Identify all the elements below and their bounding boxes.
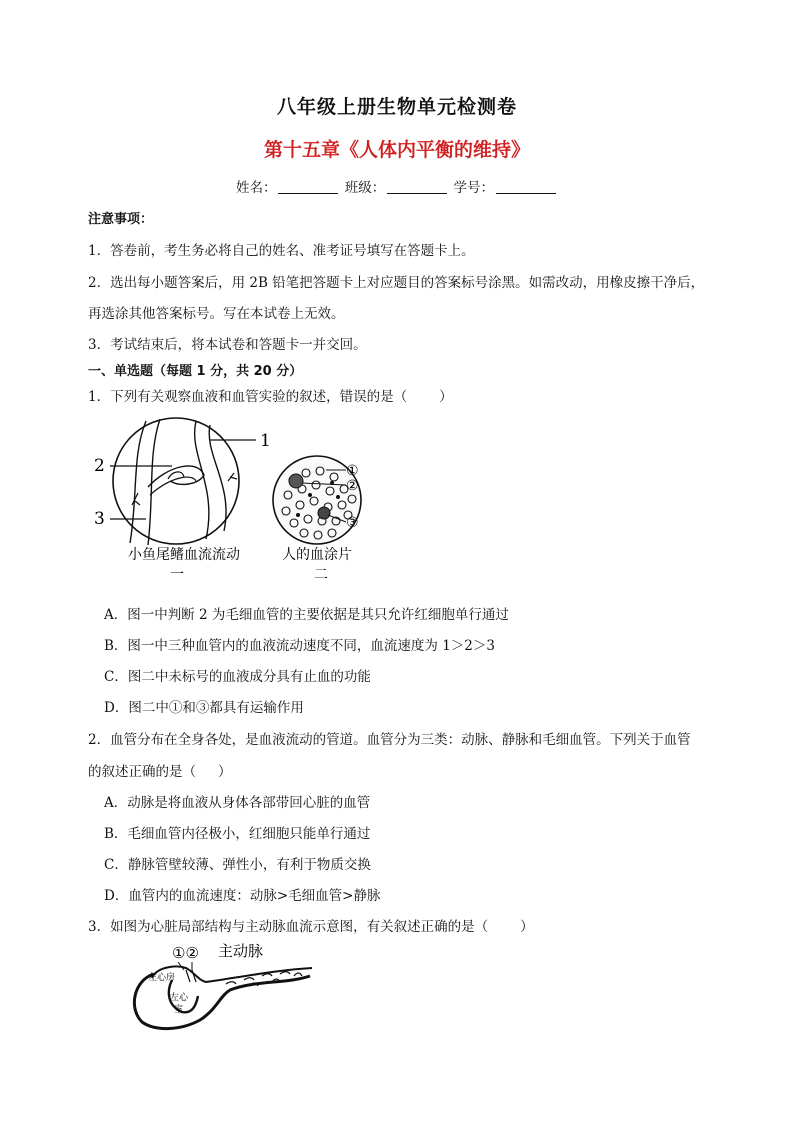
fig3-left-ventricle-2: 室 — [174, 1005, 184, 1015]
q2-option-c[interactable]: C．静脉管壁较薄、弹性小，有利于物质交换 — [104, 857, 371, 873]
exam-title: 八年级上册生物单元检测卷 — [276, 96, 517, 118]
fig3-aorta-label: 主动脉 — [218, 942, 264, 960]
q1-option-b[interactable]: B．图一中三种血管内的血液流动速度不同，血流速度为 1＞2＞3 — [104, 638, 495, 654]
fig3-left-ventricle: 左心 — [170, 993, 189, 1003]
section-heading: 一、单选题（每题 1 分，共 20 分） — [88, 364, 303, 379]
blood-smear-diagram — [273, 456, 361, 583]
question-2-stem: 2．血管分布在全身各处，是血液流动的管道。血管分为三类：动脉、静脉和毛细血管。下列关于血管 — [88, 732, 691, 748]
heart-aorta-diagram — [126, 940, 326, 1035]
notice-heading: 注意事项： — [88, 212, 154, 227]
class-label: 班级： — [344, 180, 386, 196]
notice-item: 3．考试结束后，将本试卷和答题卡一并交回。 — [88, 337, 367, 353]
q1-figure — [88, 415, 378, 587]
fig2-label-1: ① — [346, 463, 359, 479]
notice-item: 2．选出每小题答案后，用 2B 铅笔把答题卡上对应题目的答案标号涂黑。如需改动，用橡皮擦干净后， — [88, 275, 705, 291]
notice-item: 1．答卷前，考生务必将自己的姓名、准考证号填写在答题卡上。 — [88, 243, 475, 259]
question-2-stem-cont: 的叙述正确的是（ ） — [88, 764, 232, 780]
class-blank[interactable] — [387, 181, 447, 194]
question-3-stem: 3．如图为心脏局部结构与主动脉血流示意图，有关叙述正确的是（ ） — [88, 919, 534, 935]
notice-item: 再选涂其他答案标号。写在本试卷上无效。 — [88, 306, 345, 322]
fig2-label-2: ② — [346, 478, 359, 494]
name-blank[interactable] — [278, 181, 338, 194]
chapter-title: 第十五章《人体内平衡的维持》 — [263, 139, 530, 161]
fig2-sub: 二 — [314, 567, 328, 583]
q1-option-d[interactable]: D．图二中①和③都具有运输作用 — [104, 700, 304, 716]
fig2-label-3: ③ — [346, 515, 359, 531]
fig1-sub: 一 — [170, 567, 184, 583]
fig1-caption: 小鱼尾鳍血流流动 — [128, 547, 240, 563]
fish-tail-diagram — [94, 418, 271, 583]
question-1-stem: 1．下列有关观察血液和血管实验的叙述，错误的是（ ） — [88, 389, 453, 405]
id-label: 学号： — [453, 180, 495, 196]
q2-option-d[interactable]: D．血管内的血流速度：动脉>毛细血管>静脉 — [104, 888, 381, 904]
fig3-num-labels: ①② — [172, 944, 199, 962]
fig2-caption: 人的血涂片 — [282, 547, 352, 563]
name-label: 姓名： — [235, 180, 277, 196]
fig3-left-atrium: 左心房 — [148, 973, 176, 983]
q2-option-b[interactable]: B．毛细血管内径极小，红细胞只能单行通过 — [104, 826, 371, 842]
student-info-line — [0, 176, 794, 196]
q1-option-c[interactable]: C．图二中未标号的血液成分具有止血的功能 — [104, 669, 371, 685]
q2-option-a[interactable]: A．动脉是将血液从身体各部带回心脏的血管 — [104, 795, 371, 811]
id-blank[interactable] — [496, 181, 556, 194]
fig1-label-2: 2 — [94, 456, 105, 476]
q1-option-a[interactable]: A．图一中判断 2 为毛细血管的主要依据是其只允许红细胞单行通过 — [104, 607, 509, 623]
fig1-label-3: 3 — [94, 509, 105, 529]
fig1-label-1: 1 — [260, 431, 271, 451]
